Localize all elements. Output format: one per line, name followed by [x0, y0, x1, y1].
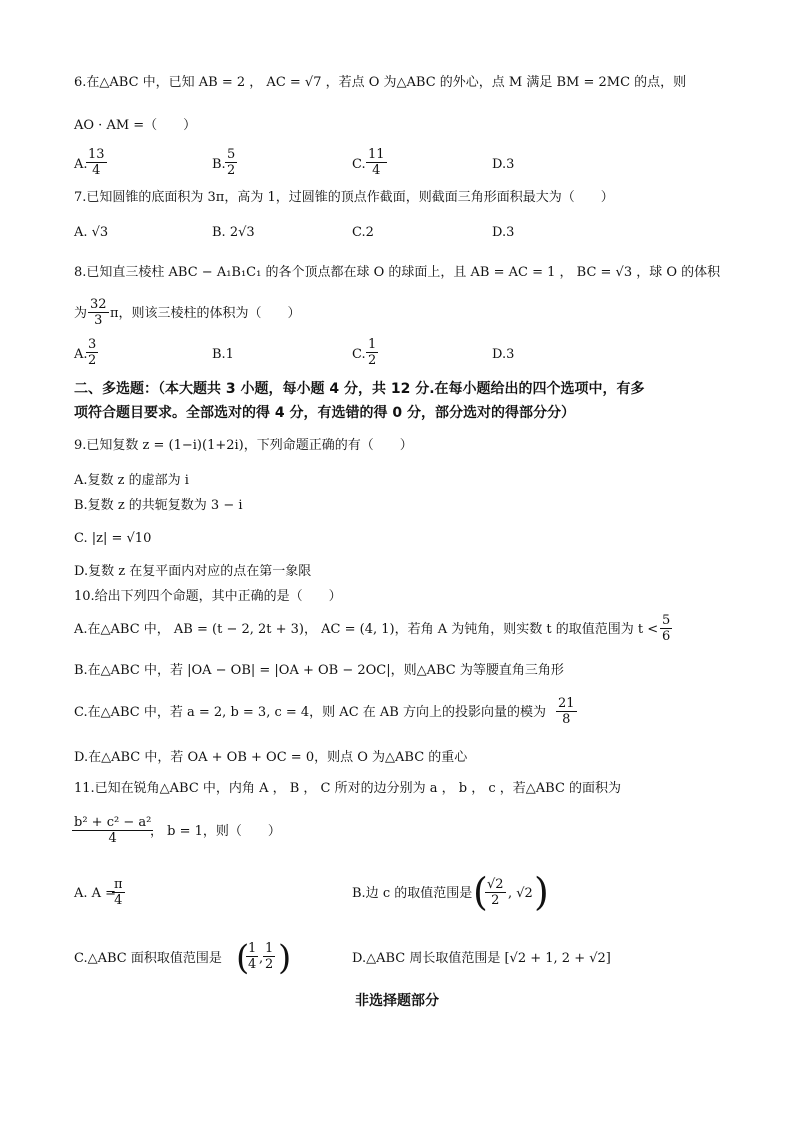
q9-option-a: A.复数 z 的虚部为 i	[74, 473, 189, 488]
fraction-numerator: b² + c² − a²	[74, 815, 152, 830]
q11-stem-line2: ， b = 1，则（ ）	[150, 824, 281, 839]
q10-option-b: B.在△ABC 中，若 |OA − OB| = |OA + OB − 2OC|，则△ABC 为等腰直角三角形	[74, 663, 564, 678]
q7-option-a: A. √3	[74, 225, 109, 240]
q9-option-d: D.复数 z 在复平面内对应的点在第一象限	[74, 564, 312, 579]
section-heading-line1: 二、多选题：（本大题共 3 小题，每小题 4 分，共 12 分.在每小题给出的四个选项中，有多	[74, 381, 645, 397]
q11-option-b-text: B.边 c 的取值范围是	[352, 886, 473, 901]
q10-stem: 10.给出下列四个命题，其中正确的是（ ）	[74, 589, 342, 604]
q11-stem-line1: 11.已知在锐角△ABC 中，内角 A ， B ， C 所对的边分别为 a ， b ， c ，若△ABC 的面积为	[74, 781, 622, 796]
q10-option-d: D.在△ABC 中，若 OA + OB + OC = 0，则点 O 为△ABC 的重心	[74, 750, 468, 765]
q6-option-c-fraction	[366, 147, 387, 178]
fraction-denominator: 2	[491, 893, 500, 908]
q11-option-b-fraction	[485, 877, 506, 908]
right-paren: )	[278, 938, 292, 978]
fraction-denominator: 4	[92, 163, 101, 178]
q8-option-b: B.1	[212, 347, 234, 362]
q10-option-c: C.在△ABC 中，若 a = 2, b = 3, c = 4，则 AC 在 AB 方向上的投影向量的模为	[74, 705, 546, 720]
fraction-numerator: √2	[487, 877, 504, 892]
q6-stem-line1: 6.在△ABC 中，已知 AB = 2 ， AC = √7 ，若点 O 为△ABC 的外心，点 M 满足 BM = 2MC 的点，则	[74, 75, 687, 90]
q6-option-a-fraction	[86, 147, 107, 178]
fraction-numerator: 1	[248, 941, 257, 956]
q8-option-a-fraction	[86, 337, 98, 368]
comma: ,	[259, 951, 264, 966]
fraction-numerator: 21	[558, 696, 575, 711]
q11-option-a-label: A. A =	[74, 886, 117, 901]
q8-option-c-label: C.	[352, 347, 366, 362]
q6-option-c-label: C.	[352, 157, 366, 172]
q11-option-b-tail: , √2	[508, 886, 533, 901]
q8-option-a-label: A.	[74, 347, 88, 362]
q6-stem-line2: AO · AM =（ ）	[74, 118, 197, 133]
q8-option-d: D.3	[492, 347, 515, 362]
q11-option-a-fraction	[112, 877, 125, 908]
fraction-denominator: 8	[562, 712, 571, 727]
q8-stem-line2-prefix: 为	[74, 306, 88, 321]
right-paren: )	[534, 870, 549, 914]
fraction-denominator: 4	[372, 163, 381, 178]
fraction-numerator: 13	[88, 147, 105, 162]
q9-option-c: C. |z| = √10	[74, 531, 152, 546]
q9-stem: 9.已知复数 z = (1−i)(1+2i)，下列命题正确的有（ ）	[74, 438, 413, 453]
fraction-denominator: 4	[248, 957, 257, 972]
section-heading-non-choice: 非选择题部分	[355, 993, 439, 1009]
q6-option-b-fraction	[225, 147, 237, 178]
fraction-denominator: 4	[108, 831, 117, 846]
q8-stem-line2-suffix: π，则该三棱柱的体积为（ ）	[110, 306, 301, 321]
left-paren: (	[236, 938, 250, 978]
fraction-denominator: 2	[88, 353, 97, 368]
left-paren: (	[473, 870, 488, 914]
q8-volume-fraction	[88, 297, 109, 328]
q8-option-c-fraction	[366, 337, 378, 368]
q11-area-fraction	[72, 815, 153, 846]
q10-option-a-fraction	[660, 613, 672, 644]
q11-option-c-fraction-2	[263, 941, 275, 972]
fraction-numerator: 11	[368, 147, 385, 162]
fraction-denominator: 4	[114, 893, 123, 908]
q6-option-b-label: B.	[212, 157, 226, 172]
fraction-numerator: 5	[662, 613, 671, 628]
q6-option-d: D.3	[492, 157, 515, 172]
q9-option-b: B.复数 z 的共轭复数为 3 − i	[74, 498, 243, 513]
fraction-denominator: 2	[368, 353, 377, 368]
q7-option-c: C.2	[352, 225, 374, 240]
q6-option-a-label: A.	[74, 157, 88, 172]
fraction-denominator: 2	[227, 163, 236, 178]
fraction-numerator: 1	[368, 337, 377, 352]
q10-option-c-fraction	[556, 696, 577, 727]
section-heading-line2: 项符合题目要求。全部选对的得 4 分，有选错的得 0 分，部分选对的得部分分）	[74, 405, 575, 421]
q11-option-c-fraction-1	[246, 941, 258, 972]
fraction-numerator: 5	[227, 147, 236, 162]
q8-stem-line1: 8.已知直三棱柱 ABC − A₁B₁C₁ 的各个顶点都在球 O 的球面上，且 AB = AC = 1 ， BC = √3 ，球 O 的体积	[74, 265, 721, 280]
fraction-denominator: 6	[662, 629, 671, 644]
q11-option-c-text: C.△ABC 面积取值范围是	[74, 951, 222, 966]
fraction-denominator: 2	[265, 957, 274, 972]
q10-option-a: A.在△ABC 中， AB = (t − 2, 2t + 3)， AC = (4, 1)，若角 A 为钝角，则实数 t 的取值范围为 t <	[74, 622, 659, 637]
fraction-numerator: 1	[265, 941, 274, 956]
fraction-numerator: 32	[90, 297, 107, 312]
fraction-numerator: π	[114, 877, 123, 892]
q7-stem: 7.已知圆锥的底面积为 3π，高为 1，过圆锥的顶点作截面，则截面三角形面积最大为（ ）	[74, 190, 614, 205]
fraction-denominator: 3	[94, 313, 103, 328]
q11-option-d: D.△ABC 周长取值范围是 [√2 + 1, 2 + √2]	[352, 951, 611, 966]
q7-option-d: D.3	[492, 225, 515, 240]
fraction-numerator: 3	[88, 337, 97, 352]
q7-option-b: B. 2√3	[212, 225, 255, 240]
